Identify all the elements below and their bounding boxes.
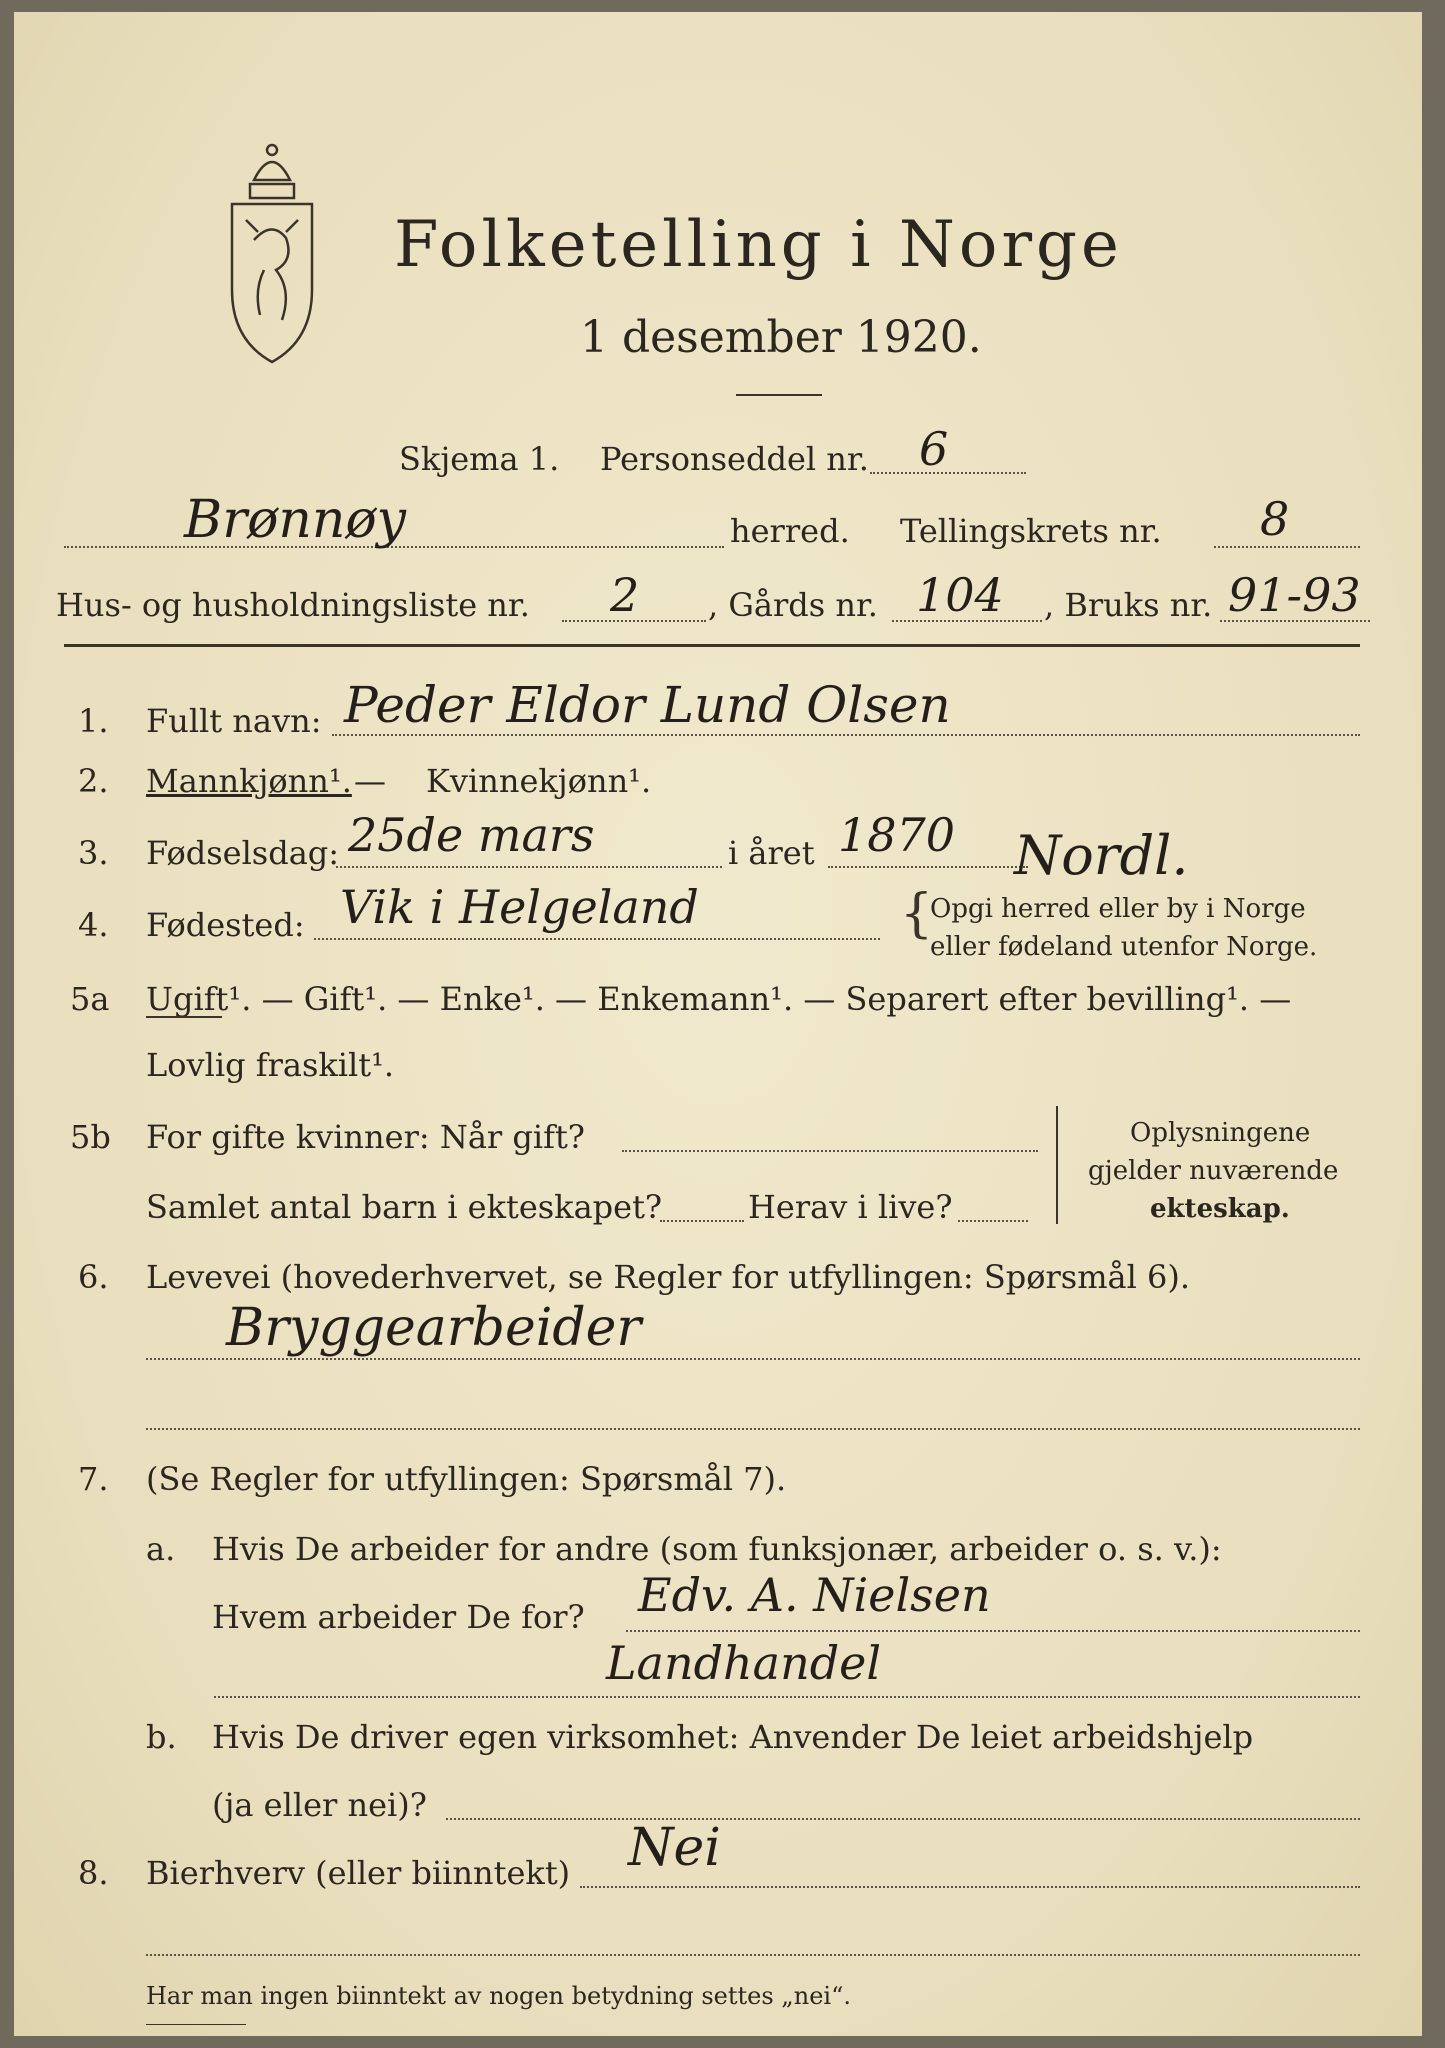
q5b-number: 5b (70, 1118, 111, 1156)
q8-line (580, 1886, 1360, 1888)
tellingskrets-value[interactable]: 8 (1260, 492, 1290, 546)
q5b-gift-line[interactable] (622, 1150, 1038, 1152)
tellingskrets-label: Tellingskrets nr. (900, 512, 1162, 550)
bruks-label: , Bruks nr. (1044, 586, 1213, 624)
q6-line-2 (146, 1428, 1360, 1430)
q7a-value-1[interactable]: Edv. A. Nielsen (638, 1568, 991, 1622)
q5a-line-1[interactable]: Ugift¹. — Gift¹. — Enke¹. — Enkemann¹. — Separert efter bevilling¹. — (146, 980, 1292, 1018)
q2-male[interactable]: Mannkjønn¹. (146, 762, 352, 800)
q4-line (314, 938, 880, 940)
q4-label: Fødested: (146, 906, 305, 944)
q7a-value-2[interactable]: Landhandel (606, 1636, 882, 1690)
q7a-line (626, 1630, 1360, 1632)
q7b-line-2: (ja eller nei)? (212, 1786, 427, 1824)
q5b-note-3: ekteskap. (1150, 1194, 1290, 1224)
skjema-label: Skjema 1. (399, 440, 560, 478)
q4-number: 4. (78, 906, 109, 944)
q3-label: Fødselsdag: (146, 834, 340, 872)
q5a-ugift-underline (146, 1016, 222, 1018)
footer-note: Har man ingen biinntekt av nogen betydning settes „nei“. (146, 1982, 851, 2010)
q7b-letter: b. (146, 1718, 177, 1756)
q8-value[interactable]: Nei (628, 1818, 721, 1878)
q5b-bracket (1056, 1106, 1060, 1224)
q3-year-label: i året (728, 834, 815, 872)
gards-value[interactable]: 104 (916, 568, 1004, 622)
q8-number: 8. (78, 1854, 109, 1892)
q6-number: 6. (78, 1258, 109, 1296)
q2-female[interactable]: Kvinnekjønn¹. (426, 762, 652, 800)
q5a-number: 5a (70, 980, 110, 1018)
q6-label: Levevei (hovederhvervet, se Regler for utfyllingen: Spørsmål 6). (146, 1258, 1191, 1296)
bruks-value[interactable]: 91-93 (1228, 568, 1361, 622)
q7a-letter: a. (146, 1530, 176, 1568)
q6-value[interactable]: Bryggearbeider (226, 1298, 642, 1358)
census-form (14, 12, 1422, 2036)
q3-year-value[interactable]: 1870 (838, 808, 956, 862)
q1-line (332, 734, 1360, 736)
q6-line-1 (146, 1358, 1360, 1360)
q3-line (336, 866, 722, 868)
herred-label: herred. (730, 512, 850, 550)
q1-number: 1. (78, 702, 109, 740)
q5b-line-2a: Samlet antal barn i ekteskapet? (146, 1188, 663, 1226)
q5b-barn-line[interactable] (660, 1220, 744, 1222)
q5b-note-2: gjelder nuværende (1088, 1156, 1339, 1186)
q5b-line-1: For gifte kvinner: Når gift? (146, 1118, 585, 1156)
gards-label: , Gårds nr. (708, 586, 878, 624)
q7-label: (Se Regler for utfyllingen: Spørsmål 7). (146, 1460, 787, 1498)
q3-extra[interactable]: Nordl. (1014, 824, 1189, 887)
q5b-line-2b: Herav i live? (748, 1188, 953, 1226)
q7b-line[interactable] (446, 1818, 1360, 1820)
q8-label: Bierhverv (eller biinntekt) (146, 1854, 571, 1892)
personseddel-value[interactable]: 6 (919, 422, 949, 476)
q4-value[interactable]: Vik i Helgeland (340, 880, 699, 934)
norwegian-coat-of-arms-icon (224, 140, 320, 365)
form-title: Folketelling i Norge (394, 208, 1123, 282)
q7a-line-1: Hvis De arbeider for andre (som funksjonær, arbeider o. s. v.): (212, 1530, 1222, 1568)
hus-value[interactable]: 2 (610, 568, 640, 622)
section-divider (64, 644, 1360, 647)
form-date: 1 desember 1920. (580, 312, 982, 363)
q4-brace: { (900, 884, 934, 944)
q2-separator: — (354, 762, 386, 800)
hus-label: Hus- og husholdningsliste nr. (56, 586, 530, 624)
herred-value[interactable]: Brønnøy (184, 490, 407, 550)
tellingskrets-line (1214, 546, 1360, 548)
q1-value[interactable]: Peder Eldor Lund Olsen (344, 676, 951, 734)
q7a-line-2-dots (214, 1696, 1360, 1698)
q5a-line-2[interactable]: Lovlig fraskilt¹. (146, 1046, 395, 1084)
q2-number: 2. (78, 762, 109, 800)
q7-number: 7. (78, 1460, 109, 1498)
q8-line-2 (146, 1954, 1360, 1956)
q3-value[interactable]: 25de mars (348, 808, 595, 862)
q1-label: Fullt navn: (146, 702, 322, 740)
title-divider (736, 394, 822, 396)
q3-number: 3. (78, 834, 109, 872)
personseddel-label: Personseddel nr. (600, 440, 869, 478)
q3-year-line (828, 866, 1028, 868)
q5b-live-line[interactable] (958, 1220, 1028, 1222)
q5b-note-1: Oplysningene (1130, 1118, 1311, 1148)
q4-note-2: eller fødeland utenfor Norge. (930, 932, 1318, 962)
q4-note-1: Opgi herred eller by i Norge (930, 894, 1306, 924)
q7a-line-2: Hvem arbeider De for? (212, 1598, 585, 1636)
q7b-line-1: Hvis De driver egen virksomhet: Anvender De leiet arbeidshjelp (212, 1718, 1254, 1756)
footnote-rule (146, 2024, 246, 2025)
